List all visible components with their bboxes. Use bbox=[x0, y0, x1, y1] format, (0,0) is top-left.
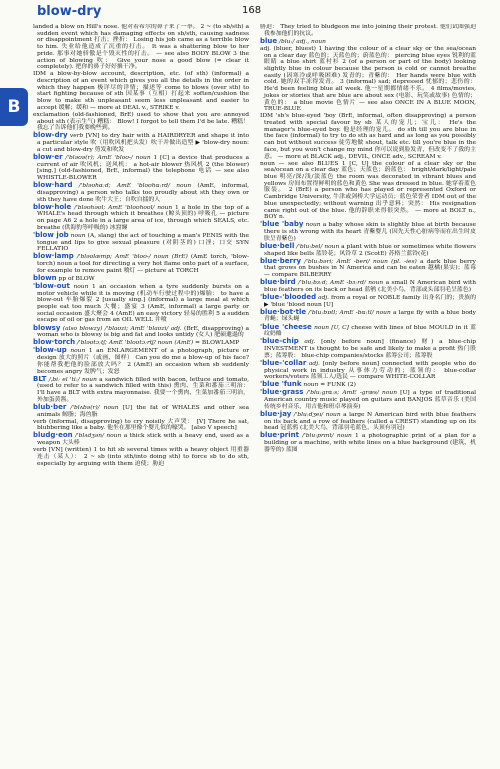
headword: 'blue-chip bbox=[260, 337, 299, 346]
headword: bludg·eon bbox=[33, 431, 73, 440]
headword: 'blue·grass bbox=[260, 388, 304, 397]
pronunciation: (also blowzy) /'blaʊzi; AmE 'blaʊzi/ adj. bbox=[62, 325, 182, 332]
dictionary-entry bbox=[33, 112, 249, 132]
pronunciation: /ˌbiː el 'tiː/ noun bbox=[48, 376, 97, 383]
headword: 'blue 'baby bbox=[260, 220, 304, 229]
definition-text: pp of BLOW bbox=[58, 275, 95, 282]
dictionary-entry bbox=[33, 325, 249, 339]
pronunciation: noun bbox=[70, 348, 86, 355]
pronunciation: /bluː/ adj., noun bbox=[279, 38, 326, 45]
dictionary-entry bbox=[260, 46, 476, 113]
dictionary-entry bbox=[260, 324, 476, 338]
pronunciation: /'bluːdʒeɪ/ noun bbox=[293, 411, 341, 418]
dictionary-entry bbox=[33, 232, 249, 253]
definition-text: [only before noun] connected with people who do physical work in industry 从事体力劳动的；蓝领的： blue-collar workers/voters 蓝领工人/选民 — compare WHITE-COLLAR bbox=[264, 360, 476, 381]
definition-text: [only before noun] (finance) 财) a blue-chip INVESTMENT is thought to be safe and likely to make a profit 热门股票；蓝筹股： blue-chip companies/stocks 蓝筹公司；蓝筹股 bbox=[264, 339, 476, 359]
dictionary-entry bbox=[33, 419, 249, 432]
definition-text: 胁迫： They tried to bludgeon me into joining their protest. 他们试图强迫我参加他们的抗议。 bbox=[260, 24, 476, 37]
headword: 'blue 'cheese bbox=[260, 322, 312, 331]
definition-text: IDM 'sb's blue-eyed 'boy (BrE, informal, often disapproving) a person treated with special favour by sb 某人的宠儿；宝儿： He's the manager's blue-eyed boy. 他是经理的宠儿。 do sth till you are blue in the face (informal) to try to do sth as hard and as long as you possibly can but without success 徒劳地做 shout, talk etc. till you're blue in the face, but you won't change my mind 你可以说到脸发青，但改变不了我的主意。 — more at BLACK adj., DEVIL, ONCE adv., SCREAM v. bbox=[260, 113, 476, 160]
headword: blue bbox=[260, 36, 278, 45]
headword: blow·hole bbox=[33, 202, 72, 211]
dictionary-entry bbox=[260, 221, 476, 242]
definition-text: noun — see also BLUES 1 [C, U] the colour of a clear sky or the sea/ocean on a clear day 蓝色；天蓝色；蔚蓝色： bright/dark/light/pale blue 明亮/深/浅/淡蓝色 the room was decorated in vibrant blues and yellows 房间布置得鲜明的蓝色和黄色 She was dressed in blue. 她穿着蓝色服装。 2 (BrE) a person who has played or represented Oxford or Cambridge University, 牛津或剑桥大学运动员；蓝色荣誉者 IDM out of the blue unexpectedly; without warning 出乎意料；突然： His resignation came right out of the blue. 他的辞职来得很突然。 — more at BOLT n., BOY n. bbox=[260, 160, 476, 221]
dictionary-entry bbox=[33, 71, 249, 111]
definition-text: exclamation (old-fashioned, BrE) used to show that you are annoyed about sth (表示生气) 糟糕： Blow! I forgot to tell them I'd be late. 糟糕！我忘了告诉他们我要晚些到。 bbox=[33, 111, 249, 132]
dictionary-entry bbox=[260, 279, 476, 293]
right-column bbox=[260, 24, 476, 766]
definition-text: [U] the fat of WHALES and other sea animals 鲸脂；海兽脂 bbox=[37, 404, 249, 418]
definition-text: adj. (bluer, bluest) 1 having the colour of a clear sky or the sea/ocean on a clear day 蓝色的；天蓝色的；蔚蓝色的： piercing blue eyes 锐利的蓝眼睛 a blue shirt 蓝衬衫 2 (of a person or part of the body) looking slightly blue in colour because the person is cold or cannot breathe easily (因寒冷或呼吸困难) 发青的；青紫的： Her hands were blue with cold. 她的双手冻得发青。 3 (informal) sad; depressed 忧郁的；悲伤的： He'd been feeling blue all week. 他一星期都情绪不乐。 4 films/movies, jokes or stories that are blue are about sex (电影、玩笑或故事) 色情的；黄色的： a blue movie 色情片 — see also ONCE IN A BLUE MOON, TRUE-BLUE bbox=[260, 45, 476, 113]
definition-text: 1 a photographic print of a plan for a building or a machine, with white lines on a blue background (建筑、机器等的) 蓝图 bbox=[264, 433, 476, 453]
headword: 'blue 'funk bbox=[260, 380, 302, 389]
definition-text: IDM a blow-by-blow account, description, etc. (of sth) (informal) a description of an event which gives you all the details in the order in which they happen 极详尽的详情；描述等 come to blows (over sth) to start fighting because of sth 因某事（互相）打起来 soften/cushion the blow to make sth unpleasant seem less unpleasant and easier to accept 缓解；缓和 — more at DEAL v., STRIKE v. bbox=[33, 71, 249, 111]
pronunciation: /'bluːbɒtl; AmE -bɑːtl/ noun bbox=[308, 309, 391, 316]
dictionary-entry bbox=[260, 411, 476, 432]
pronunciation: adj. bbox=[318, 294, 330, 301]
definition-text: 1 [C] a device that produces a current of air 吹风机；送风机： a hot-air blower 热风机 2 (the blower) [sing.] (old-fashioned, BrE, informal) the telephone 电话 — see also WHISTLE-BLOWER bbox=[37, 154, 249, 182]
dictionary-entry bbox=[33, 154, 249, 182]
definition-text: = BLOWLAMP bbox=[195, 340, 240, 347]
definition-text: a thick stick with a heavy end, used as a weapon 大头棒 bbox=[37, 433, 249, 447]
headword: blue·berry bbox=[260, 256, 302, 265]
pronunciation: noun [U, C] bbox=[314, 324, 349, 331]
definition-text: a small N American bird with blue feathers on its back or head 蓝鸲 (北美小鸟，背部或头部羽毛呈蓝色) bbox=[264, 280, 476, 293]
pronunciation: /'blʌbə(r)/ noun bbox=[70, 404, 119, 411]
dictionary-entry bbox=[33, 404, 249, 418]
definition-text: = FUNK (2) bbox=[320, 382, 356, 389]
dictionary-entry bbox=[260, 389, 476, 410]
headword: blown bbox=[33, 273, 57, 282]
dictionary-entry bbox=[260, 161, 476, 221]
pronunciation: noun bbox=[70, 232, 86, 239]
dictionary-entry bbox=[33, 447, 249, 467]
definition-text: verb [VN] (written) 1 to hit sb several times with a heavy object 用重器连击（某人）： 2 ~ sb (into sth/into doing sth) to force sb to do sth, especially by arguing with them 迫使；胁迫 bbox=[33, 447, 249, 467]
pronunciation: /'bluːbel/ noun bbox=[296, 243, 340, 250]
definition-text: (BrE, disapproving) a woman who is blowsy is big and fat and looks untidy (女人) 肥硕邋遢的 bbox=[37, 325, 249, 339]
pronunciation: adj. bbox=[304, 339, 316, 346]
headword: blow-dry bbox=[33, 131, 68, 140]
headword: blue·bot·tle bbox=[260, 307, 307, 316]
pronunciation: adj. bbox=[308, 360, 320, 367]
pronunciation: /'bləʊhəʊl; AmE 'bloʊhoʊl/ noun bbox=[74, 204, 173, 211]
headword: blue·print bbox=[260, 431, 299, 440]
definition-text: [VN] to dry hair with a HAIRDRYER and shape it into a particular style 吹（用吹风机把头发）吹干并做出造型 ▶ 'blow-dry noun: a cut and blow-dry 剪发和吹发 bbox=[37, 133, 249, 153]
dictionary-entry bbox=[33, 376, 249, 404]
dictionary-entry bbox=[260, 38, 476, 46]
definition-text: cheese with lines of blue MOULD in it 蓝纹奶酪 bbox=[264, 324, 476, 338]
dictionary-entry bbox=[260, 294, 476, 308]
definition-text: (AmE torch, 'blow-torch) noun a tool for directing a very hot flame onto part of a surface, for example to remove paint 喷灯 — picture at TORCH bbox=[37, 254, 249, 274]
definition-text: landed a blow on Hill's nose. 他对着希尔的鼻子来了一拳。 2 ~ (to sb/sth) a sudden event which has damaging effects on sb/sth, causing sadness or disappointment 打击；挫折： Losing his job came as a terrible blow to him. 失业给他造成了沉重的打击。 It was a shattering blow to her pride. 那事对她骄傲是个毁灭性的打击。 — see also BODY BLOW 3 the action of blowing 吹： Give your nose a good blow (= clear it completely). 把你的鼻子好好擤干净。 bbox=[33, 24, 249, 71]
dictionary-entry bbox=[33, 347, 249, 375]
dictionary-entry bbox=[33, 24, 249, 71]
definition-text: 1 an occasion when a tyre suddenly bursts on a motor vehicle while it is moving (机动车行驶过程中的)爆胎： to have a blow-out 车胎爆裂 2 [usually sing.] (informal) a large meal at which people eat too much 大餐；盛宴 3 (AmE, informal) a large party or social occasion 盛大聚会 4 (AmE) an easy victory 轻易的胜利 5 a sudden escape of oil or gas from an OIL WELL 井喷 bbox=[37, 283, 249, 324]
definition-text: (AmE, informal, disapproving) a person who talks too proudly about sth they own or sth they have done 吹牛大王；自吹自擂的人 bbox=[37, 183, 249, 203]
dictionary-entry bbox=[260, 432, 476, 453]
headword: blue·bell bbox=[260, 241, 295, 250]
definition-text: verb (informal, disapproving) to cry noisily 大声哭： [V] There he sat, blubbering like a baby. 他坐在那里像个婴儿似的嚎哭。 [also V speech] bbox=[33, 418, 249, 432]
pronunciation: /'bləʊlæmp; AmE 'bloʊ-/ noun (BrE) bbox=[76, 254, 188, 261]
headword: BLT bbox=[33, 374, 47, 383]
definition-text: (A, slang) the act of touching a man's PENIS with the tongue and lips to give sexual pleasure (对阴茎的) 口淫；口交 SYN FELLATIO bbox=[37, 232, 249, 253]
dictionary-entry bbox=[260, 243, 476, 257]
pronunciation: /'blʌdʒən/ noun bbox=[75, 433, 122, 440]
guide-word: blow-dry bbox=[37, 4, 102, 19]
dictionary-entry bbox=[260, 338, 476, 359]
headword: blue·jay bbox=[260, 409, 292, 418]
definition-text: 1 an ENLARGEMENT of a photograph, picture or design 放大的照片（或画、图样） Can you do me a blow-up of his face? 你能帮我把他的脸部放大吗？ 2 (AmE) an occasion when sb suddenly becomes angry 发脾气；发怒 bbox=[37, 348, 249, 375]
pronunciation: /'bləʊtɔːtʃ; AmE 'bloʊtɔːrtʃ/ noun (AmE) bbox=[76, 340, 194, 347]
dictionary-entry bbox=[33, 283, 249, 324]
headword: blow·torch bbox=[33, 338, 76, 347]
pronunciation: /'bləʊə(r); AmE 'bloʊ-/ noun bbox=[65, 154, 151, 161]
definition-text: a large fly with a blue body 青蝇；绿头蝇 bbox=[264, 309, 476, 323]
definition-text: [U] a type of traditional American country music played on guitars and BANJOS 蓝草音乐 (美国传统乡村音乐，用吉他和班卓琴演奏) bbox=[264, 390, 476, 410]
pronunciation: /'bluːbəri; AmE -beri/ noun (pl. -ies) bbox=[304, 258, 417, 265]
definition-text: from a royal or NOBLE family 出身名门的；贵族的 ▶ 'blue 'blood noun [U] bbox=[264, 294, 476, 308]
headword: blub·ber bbox=[33, 402, 67, 411]
pronunciation: noun bbox=[305, 222, 321, 229]
headword: 'blue-'blooded bbox=[260, 292, 317, 301]
dictionary-entry bbox=[33, 253, 249, 274]
dictionary-entry bbox=[33, 182, 249, 203]
headword: blow·hard bbox=[33, 181, 73, 190]
headword: 'blow-out bbox=[33, 281, 70, 290]
dictionary-entry bbox=[33, 204, 249, 232]
dictionary-entry bbox=[260, 258, 476, 279]
pronunciation: /'bluːbɜːd; AmE -bɜːrd/ noun bbox=[298, 280, 384, 287]
headword: blow·er bbox=[33, 152, 63, 161]
left-column bbox=[33, 24, 249, 766]
definition-text: a baby whose skin is slightly blue at birth because there is sth wrong with its heart 青紫婴儿 (因先天性心脏病等而在出生时皮肤呈青紫色) bbox=[264, 222, 476, 242]
pronunciation: /'bluːprɪnt/ noun bbox=[302, 433, 352, 440]
headword: blowsy bbox=[33, 323, 61, 332]
pronunciation: noun bbox=[303, 382, 319, 389]
pronunciation: noun bbox=[73, 283, 89, 290]
definition-text: a sandwich filled with bacon, lettuce and tomato, (used to refer to a sandwich filled with this) 熏肉、生菜和番茄三明治： I'll have a BLT with extra mayonnaise. 我要一个熏肉、生菜加番茄三明治，外加蛋黄酱。 bbox=[37, 376, 249, 403]
definition-text: a dark blue berry that grows on bushes in N America and can be eaten 越橘(果实)；蓝莓 — compare BILBERRY bbox=[264, 258, 476, 279]
dictionary-entry bbox=[33, 132, 249, 153]
definition-text: a plant with blue or sometimes white flowers shaped like bells 蓝铃花；风铃草 2 (ScotE) 苏格兰蓝铃(花) bbox=[264, 243, 476, 257]
page-header bbox=[0, 0, 500, 24]
pronunciation: verb bbox=[69, 133, 84, 140]
headword: 'blow-up bbox=[33, 346, 67, 355]
letter-thumb-tab[interactable]: B bbox=[0, 88, 28, 126]
dictionary-entry bbox=[260, 309, 476, 323]
headword: 'blow job bbox=[33, 230, 69, 239]
dictionary-entry bbox=[260, 24, 476, 37]
headword: blue·bird bbox=[260, 278, 296, 287]
dictionary-entry bbox=[260, 360, 476, 381]
headword: 'blue-'collar bbox=[260, 358, 307, 367]
pronunciation: /'bluːgrɑːs; AmE -græs/ noun bbox=[306, 390, 397, 397]
definition-text: a large N American bird with blue feathers on its back and a row of feathers (called a CREST) standing up on its head 冠蓝鸦 (北美大鸟，背部羽毛蓝色，头顶有羽冠) bbox=[264, 411, 476, 432]
definition-text: 1 a hole in the top of a WHALE's head through which it breathes (鲸头顶的) 呼吸孔 — picture on page A6 2 a hole in a large area of ice, through which SEALS, etc. breathe (供海豹等呼吸的) 冰窟窿 bbox=[37, 204, 249, 231]
page-number: 168 bbox=[242, 5, 262, 16]
headword: blow·lamp bbox=[33, 252, 74, 261]
pronunciation: /'bləʊhɑːd; AmE 'bloʊhɑːrd/ noun bbox=[78, 183, 192, 190]
dictionary-entry bbox=[260, 113, 476, 160]
dictionary-entry bbox=[33, 432, 249, 446]
